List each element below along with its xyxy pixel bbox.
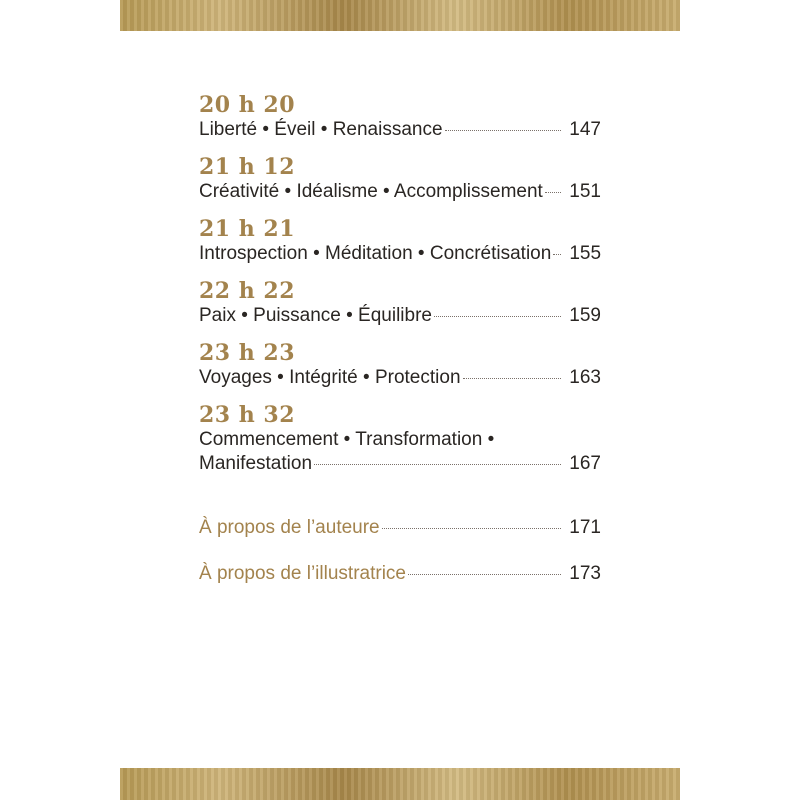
toc-time-heading: 20 h 20: [199, 92, 296, 118]
toc-entry: [199, 402, 601, 476]
toc-label: Liberté • Éveil • Renaissance: [199, 119, 443, 140]
toc-row[interactable]: [199, 366, 601, 390]
toc-appendix-row[interactable]: [199, 562, 601, 586]
toc-row[interactable]: [199, 304, 601, 328]
book-page: [120, 0, 680, 800]
toc-page-number: 155: [569, 243, 602, 264]
toc-page-number: 167: [569, 453, 601, 474]
toc-entry: [199, 278, 601, 328]
toc-label-line[interactable]: Commencement • Transformation •: [199, 429, 495, 450]
toc-page-number: 173: [569, 563, 601, 584]
toc-appendix-row[interactable]: [199, 516, 601, 540]
toc-entry: [199, 92, 601, 142]
toc-time-heading: 22 h 22: [199, 278, 296, 304]
toc-label: Manifestation: [199, 453, 313, 474]
toc-page-number: 163: [569, 367, 601, 388]
gold-band-bottom: [120, 768, 680, 800]
toc-label: À propos de l’illustratrice: [199, 563, 406, 584]
toc-time-heading: 21 h 12: [199, 154, 296, 180]
dot-leader: [545, 192, 561, 193]
toc-label: Voyages • Intégrité • Protection: [199, 367, 461, 388]
toc-label: Créativité • Idéalisme • Accomplissement: [199, 181, 543, 202]
toc-page-number: 147: [569, 119, 601, 140]
toc-appendix: [199, 516, 601, 586]
toc-entry: [199, 340, 601, 390]
dot-leader: [382, 528, 562, 529]
dot-leader: [463, 378, 562, 379]
dot-leader: [445, 130, 562, 131]
toc-time-heading: 23 h 32: [199, 402, 296, 428]
dot-leader: [553, 254, 561, 255]
toc-row[interactable]: [199, 180, 601, 204]
toc-page-number: 151: [569, 181, 601, 202]
dot-leader: [434, 316, 561, 317]
toc-row[interactable]: [199, 118, 601, 142]
toc-page-number: 171: [569, 517, 601, 538]
toc-entry: [199, 154, 601, 204]
dot-leader: [314, 464, 561, 465]
toc-row[interactable]: [199, 452, 601, 476]
toc-label: À propos de l’auteure: [199, 517, 380, 538]
toc-page-number: 159: [569, 305, 601, 326]
toc-entry: [199, 216, 601, 266]
toc-label: Paix • Puissance • Équilibre: [199, 305, 432, 326]
toc-row[interactable]: [199, 242, 601, 266]
dot-leader: [408, 574, 561, 575]
toc-label: Introspection • Méditation • Concrétisation: [199, 243, 552, 264]
gold-band-top: [120, 0, 680, 31]
toc-time-heading: 21 h 21: [199, 216, 296, 242]
table-of-contents: [199, 92, 601, 608]
toc-time-heading: 23 h 23: [199, 340, 296, 366]
